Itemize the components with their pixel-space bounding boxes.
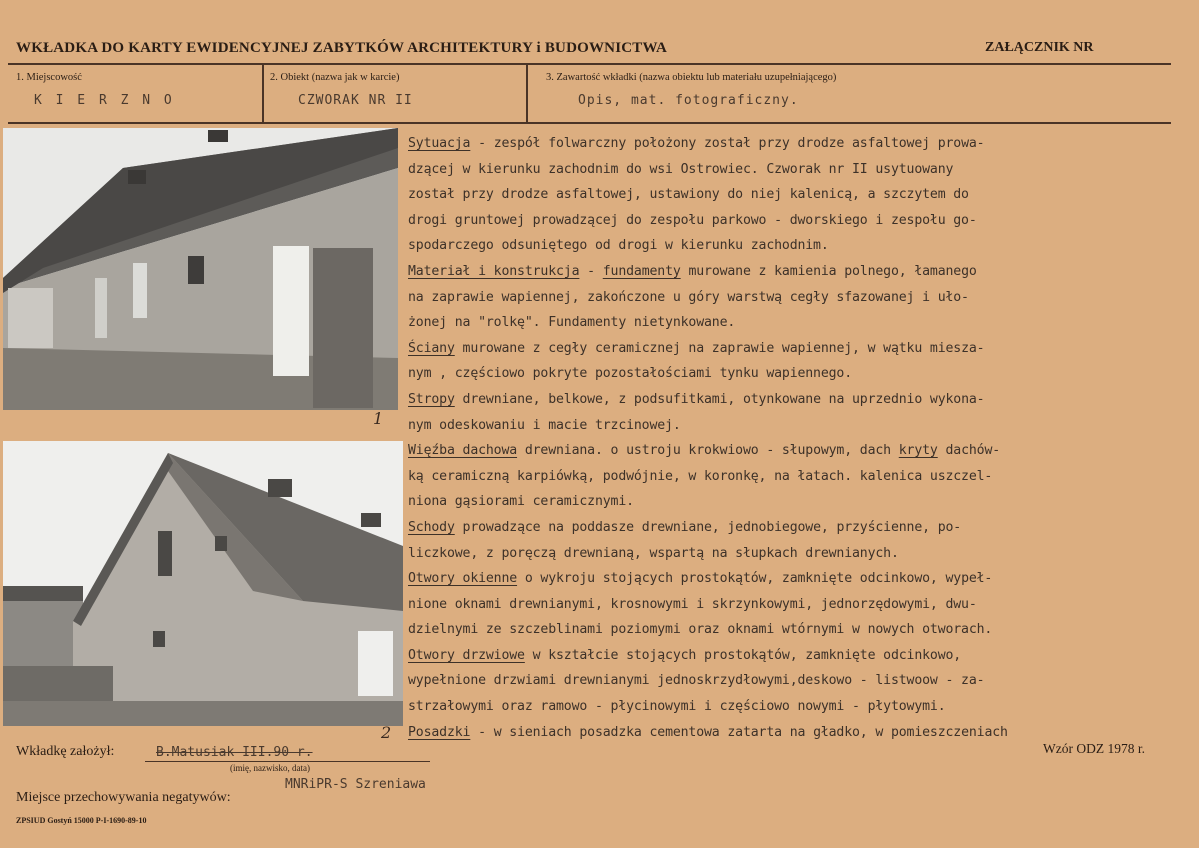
description-text-run: wypełnione drzwiami drewnianymi jednoskrzydłowymi,deskowo - listwoow - za- <box>408 673 985 689</box>
description-text-run: nione oknami drewnianymi, krosnowymi i skrzynkowymi, jednorzędowymi, dwu- <box>408 596 977 612</box>
section-heading: Sytuacja <box>408 136 471 151</box>
description-text-run: prowadzące na poddasze drewniane, jednobiegowe, przyścienne, po- <box>454 519 962 535</box>
author-label: Wkładkę założył: <box>16 744 115 759</box>
description-line <box>408 668 1186 694</box>
description-line <box>408 541 1186 567</box>
photo-number-1: 1 <box>373 409 384 428</box>
photo-number-2: 2 <box>381 723 392 742</box>
description-text <box>408 131 1186 745</box>
description-text-run: - zespół folwarczny położony został przy drodze asfaltowej prowa- <box>470 136 985 151</box>
description-text-run: - <box>579 263 603 279</box>
photo-building-gable <box>3 441 403 726</box>
field-value-contents: Opis, mat. fotograficzny. <box>578 93 799 108</box>
description-text-run: nym , częściowo pokryte pozostałościami tynku wapiennego. <box>408 366 853 382</box>
section-heading: Schody <box>408 519 455 535</box>
description-text-run: drogi gruntowej prowadzącej do zespołu parkowo - dworskiego i zespołu go- <box>408 212 977 228</box>
field-label-locality: 1. Miejscowość <box>16 72 82 83</box>
description-line <box>408 131 1186 157</box>
description-text-run: niona gąsiorami ceramicznymi. <box>408 494 634 510</box>
description-text-run: dzielnymi ze szczeblinami poziomymi oraz oknami wtórnymi w nowych otworach. <box>408 622 993 638</box>
header-bottom-rule <box>8 122 1171 124</box>
description-line <box>408 182 1186 208</box>
photo-1-image <box>3 128 398 410</box>
header-top-rule <box>8 63 1171 65</box>
description-text-run: został przy drodze asfaltowej, ustawiony do niej kalenicą, a szczytem do <box>408 187 969 203</box>
description-text-run: drewniane, belkowe, z podsufitkami, otynkowane na uprzednio wykona- <box>454 391 985 407</box>
description-line <box>408 259 1186 285</box>
field-value-object: CZWORAK NR II <box>298 93 413 108</box>
header-divider-2 <box>526 64 528 123</box>
section-heading: fundamenty <box>602 263 681 279</box>
form-template-note: Wzór ODZ 1978 r. <box>1043 741 1145 756</box>
description-text-run: w kształcie stojących prostokątów, zamknięte odcinkowo, <box>524 647 962 663</box>
description-line <box>408 413 1186 439</box>
description-line <box>408 157 1186 183</box>
author-hint: (imię, nazwisko, data) <box>230 763 310 773</box>
description-text-run: liczkowe, z poręczą drewnianą, wspartą na słupkach drewnianych. <box>408 545 899 561</box>
description-text-run: na zaprawie wapiennej, zakończone u góry warstwą cegły sfazowanej i uło- <box>408 289 969 305</box>
description-text-run: żonej na "rolkę". Fundamenty nietynkowane. <box>408 315 736 331</box>
field-value-locality: K I E R Z N O <box>34 93 175 108</box>
description-line <box>408 387 1186 413</box>
description-line <box>408 694 1186 720</box>
description-line <box>408 566 1186 592</box>
description-line <box>408 617 1186 643</box>
attachment-number-label: ZAŁĄCZNIK NR <box>985 40 1094 55</box>
description-line <box>408 361 1186 387</box>
description-text-run: o wykroju stojących prostokątów, zamknięte odcinkowo, wypeł- <box>517 571 993 587</box>
section-heading: Otwory drzwiowe <box>408 647 525 663</box>
section-heading: kryty <box>898 443 938 459</box>
description-text-run: strzałowymi oraz ramowo - płycinowymi i częściowo nowymi - płytowymi. <box>408 699 946 715</box>
field-label-contents: 3. Zawartość wkładki (nazwa obiektu lub materiału uzupełniającego) <box>546 72 837 83</box>
section-heading: Więźba dachowa <box>408 443 518 459</box>
description-text-run: drewniana. o ustroju krokwiowo - słupowym, dach <box>517 443 899 459</box>
description-text-run: murowane z kamienia polnego, łamanego <box>680 263 977 279</box>
description-line <box>408 592 1186 618</box>
print-info: ZPSIUD Gostyń 15000 P-I-1690-89-10 <box>16 816 147 825</box>
description-text-run: nym odeskowaniu i macie trzcinowej. <box>408 417 681 433</box>
negatives-value: MNRiPR-S Szreniawa <box>285 777 426 792</box>
description-text-run: - w sieniach posadzka cementowa zatarta na gładko, w pomieszczeniach <box>470 724 1008 740</box>
photo-2-image <box>3 441 403 726</box>
header-divider-1 <box>262 64 264 123</box>
negatives-label: Miejsce przechowywania negatywów: <box>16 790 231 805</box>
card-title: WKŁADKA DO KARTY EWIDENCYJNEJ ZABYTKÓW ARCHITEKTURY i BUDOWNICTWA <box>16 40 668 56</box>
section-heading: Otwory okienne <box>408 571 518 587</box>
description-line <box>408 464 1186 490</box>
description-line <box>408 310 1186 336</box>
description-line <box>408 233 1186 259</box>
description-text-run: murowane z cegły ceramicznej na zaprawie wapiennej, w wątku miesza- <box>454 340 985 356</box>
photo-building-long-facade <box>3 128 398 410</box>
description-line <box>408 438 1186 464</box>
description-line <box>408 489 1186 515</box>
section-heading: Posadzki <box>408 724 471 740</box>
description-line <box>408 208 1186 234</box>
description-line <box>408 643 1186 669</box>
section-heading: Ściany <box>408 340 455 356</box>
description-text-run: ką ceramiczną karpiówką, podwójnie, w koronkę, na łatach. kalenica uszczel- <box>408 468 993 484</box>
description-text-run: dachów- <box>937 443 1001 459</box>
description-line <box>408 285 1186 311</box>
field-label-object: 2. Obiekt (nazwa jak w karcie) <box>270 72 400 83</box>
author-value: B.Matusiak III.90 r. <box>156 745 313 760</box>
description-line <box>408 515 1186 541</box>
description-text-run: spodarczego odsuniętego od drogi w kierunku zachodnim. <box>408 238 829 254</box>
author-rule <box>145 761 430 762</box>
section-heading: Materiał i konstrukcja <box>408 263 580 279</box>
section-heading: Stropy <box>408 391 455 407</box>
description-text-run: dzącej w kierunku zachodnim do wsi Ostrowiec. Czworak nr II usytuowany <box>408 161 954 177</box>
description-line <box>408 336 1186 362</box>
